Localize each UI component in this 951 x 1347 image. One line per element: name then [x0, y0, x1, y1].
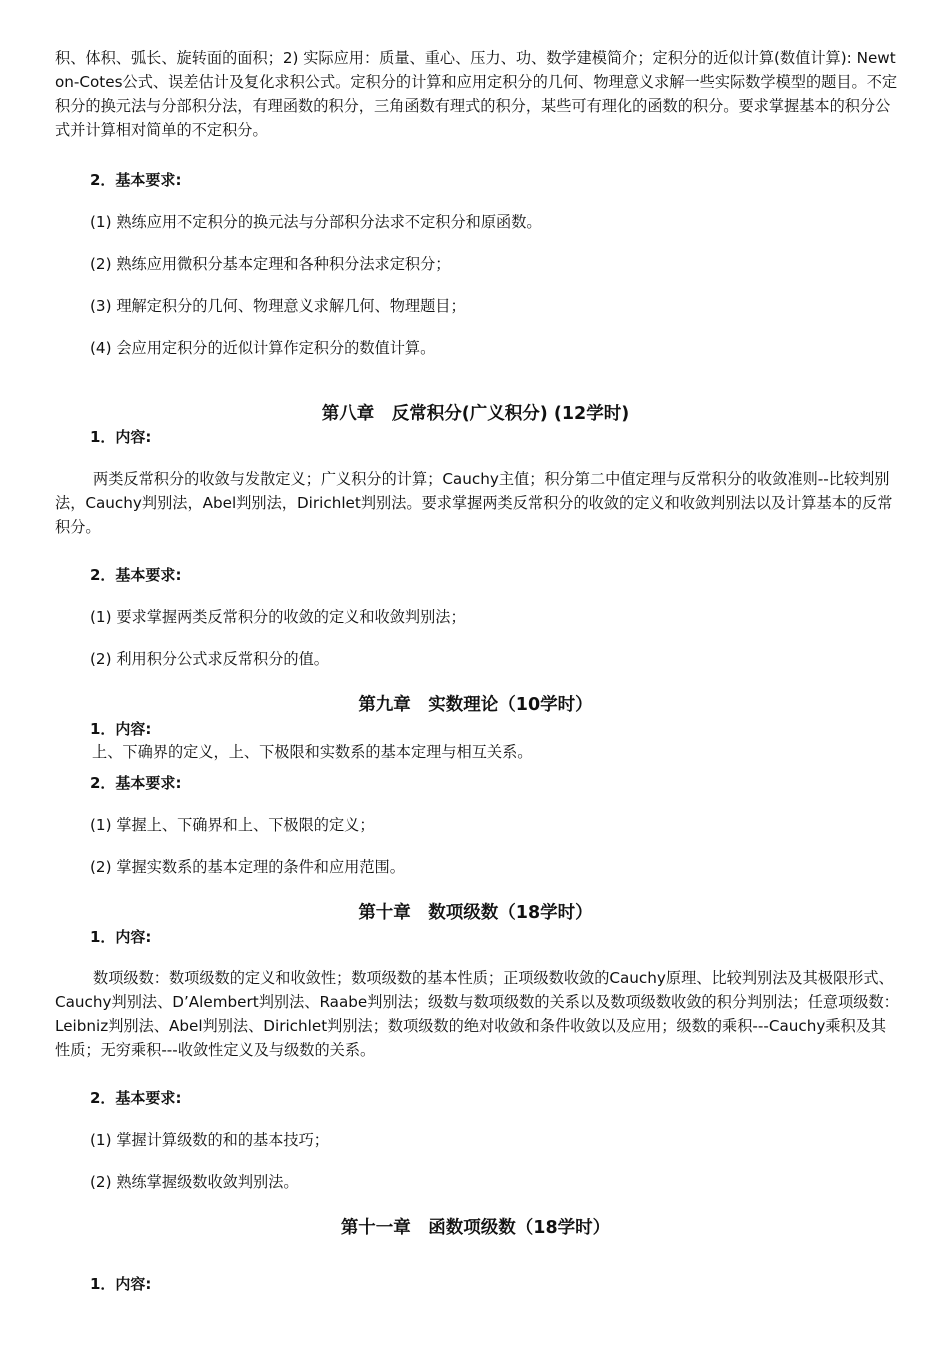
- chapter-8-content-label: 1．内容:: [90, 428, 152, 446]
- chapter-10-requirement-2: (2) 熟练掌握级数收敛判别法。: [90, 1173, 299, 1191]
- chapter-10-title: 第十章 数项级数（18学时）: [358, 903, 593, 923]
- intro-requirement-1: (1) 熟练应用不定积分的换元法与分部积分法求不定积分和原函数。: [90, 213, 542, 231]
- chapter-11-content-label: 1．内容:: [90, 1275, 152, 1293]
- chapter-10-requirements-label: 2．基本要求:: [90, 1089, 182, 1107]
- chapter-8-requirement-2: (2) 利用积分公式求反常积分的值。: [90, 650, 329, 668]
- intro-requirements-label: 2．基本要求:: [90, 171, 182, 189]
- chapter-9-title: 第九章 实数理论（10学时）: [358, 695, 593, 715]
- intro-requirement-2: (2) 熟练应用微积分基本定理和各种积分法求定积分；: [90, 255, 451, 273]
- chapter-9-content-label: 1．内容:: [90, 720, 152, 738]
- chapter-8-title: 第八章 反常积分(广义积分) (12学时): [321, 404, 630, 424]
- chapter-10-requirement-1: (1) 掌握计算级数的和的基本技巧；: [90, 1131, 329, 1149]
- chapter-9-requirement-2: (2) 掌握实数系的基本定理的条件和应用范围。: [90, 858, 405, 876]
- chapter-11-title: 第十一章 函数项级数（18学时）: [340, 1218, 611, 1238]
- intro-requirement-3: (3) 理解定积分的几何、物理意义求解几何、物理题目；: [90, 297, 466, 315]
- intro-requirement-4: (4) 会应用定积分的近似计算作定积分的数值计算。: [90, 339, 436, 357]
- chapter-10-content: 数项级数：数项级数的定义和收敛性；数项级数的基本性质；正项级数收敛的Cauchy原理、比较判别法及其极限形式、Cauchy判别法、D’Alembert判别法、Raabe判别法；级数与数项级数的关系以及数项级数收敛的积分判别法；任意项级数：Leibniz判别法、Abel判别法、Dirichlet判别法；数项级数的绝对收敛和条件收敛以及应用；级数的乘积---Cauchy乘积及其性质；无穷乘积---收敛性定义及与级数的关系。: [55, 969, 899, 1059]
- chapter-9-requirements-label: 2．基本要求:: [90, 774, 182, 792]
- intro-paragraph: 积、体积、弧长、旋转面的面积；2) 实际应用：质量、重心、压力、功、数学建模简介；定积分的近似计算(数值计算): Newton-Cotes公式、误差估计及复化求积公式。定积分的计算和应用定积分的几何、物理意义求解一些实际数学模型的题目。不定积分的换元法与分部积分法，有理函数的积分，三角函数有理式的积分，某些可有理化的函数的积分。要求掌握基本的积分公式并计算相对简单的不定积分。: [55, 49, 898, 139]
- chapter-8-requirements-label: 2．基本要求:: [90, 566, 182, 584]
- chapter-9-requirement-1: (1) 掌握上、下确界和上、下极限的定义；: [90, 816, 375, 834]
- chapter-8-requirement-1: (1) 要求掌握两类反常积分的收敛的定义和收敛判别法；: [90, 608, 466, 626]
- chapter-9-content: 上、下确界的定义，上、下极限和实数系的基本定理与相互关系。: [92, 743, 533, 761]
- chapter-8-content: 两类反常积分的收敛与发散定义；广义积分的计算；Cauchy主值；积分第二中值定理与反常积分的收敛准则--比较判别法，Cauchy判别法，Abel判别法，Dirichlet判别法。要求掌握两类反常积分的收敛的定义和收敛判别法以及计算基本的反常积分。: [55, 470, 893, 536]
- chapter-10-content-label: 1．内容:: [90, 928, 152, 946]
